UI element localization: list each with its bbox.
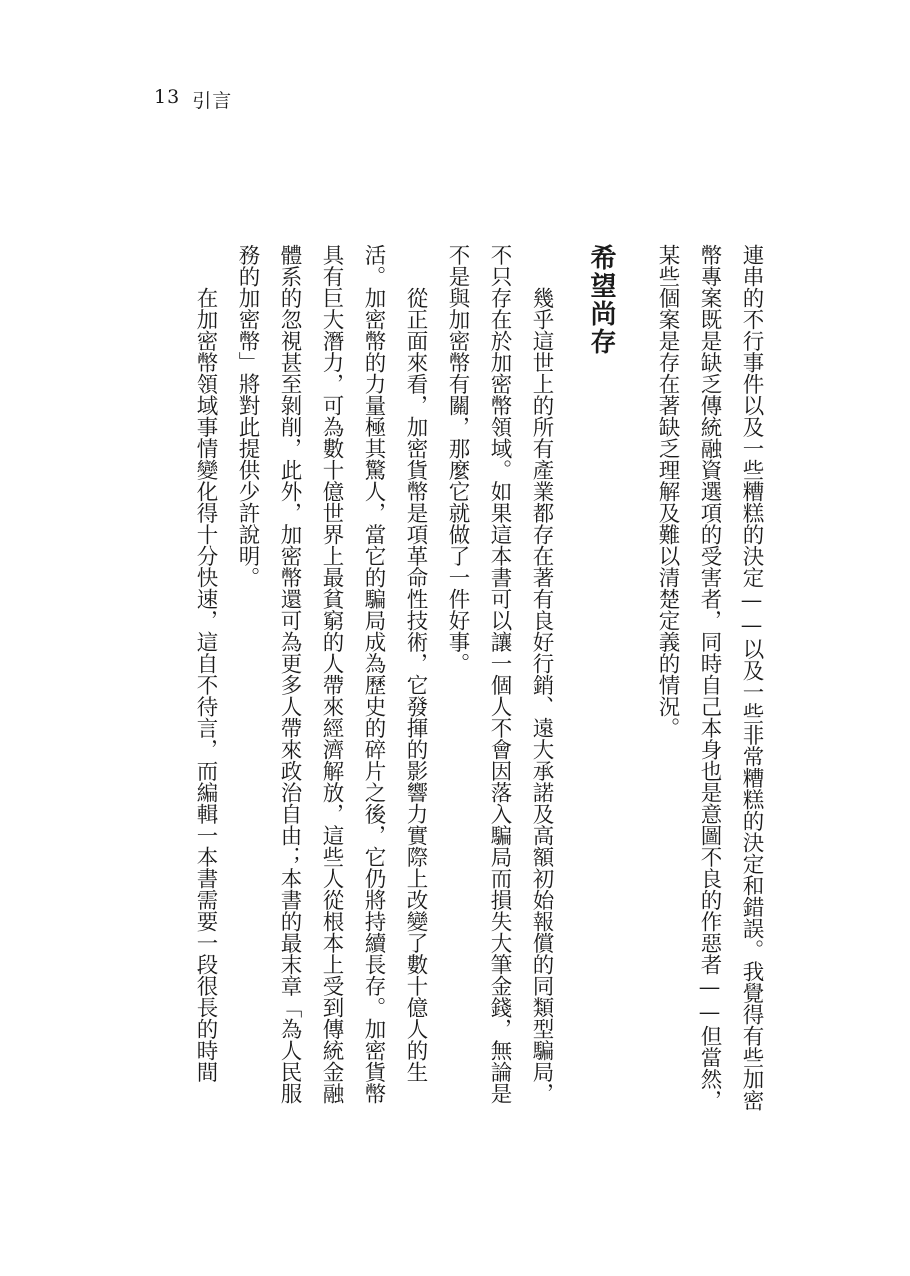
running-header: [154, 86, 232, 113]
paragraph: 在加密幣領域事情變化得十分快速，這自不待言，而編輯一本書需要一段很長的時間: [193, 287, 218, 1083]
paragraph: 從正面來看，加密貨幣是項革命性技術，它發揮的影響力實際上改變了數十億人的生活。加密幣的力量極其驚人，當它的騙局成為歷史的碎片之後，它仍將持續長存。加密貨幣具有巨大潛力，可為數十億世界上最貧窮的人帶來經濟解放，這些人從根本上受到傳統金融體系的忽視甚至剝削，此外，加密幣還可為更多人帶來政治自由；本書的最末章「為人民服務的加密幣」將對此提供少許說明。: [235, 244, 428, 1104]
chapter-title: 引言: [192, 90, 233, 112]
section-heading: 希望尚存: [586, 244, 616, 356]
paragraph-continued: 連串的不行事件以及一些糟糕的決定——以及一些非常糟糕的決定和錯誤。我覺得有些加密幣專案既是缺乏傳統融資選項的受害者，同時自己本身也是意圖不良的作惡者——但當然，某些個案是存在著缺乏理解及難以清楚定義的情況。: [655, 244, 764, 1111]
page-number: 13: [154, 86, 181, 108]
page-body: [184, 244, 772, 1124]
paragraph: 幾乎這世上的所有產業都存在著有良好行銷、遠大承諾及高額初始報償的同類型騙局，不只存在於加密幣領域。如果這本書可以讓一個人不會因落入騙局而損失大筆金錢，無論是不是與加密幣有關，那麼它就做了一件好事。: [445, 244, 554, 1104]
